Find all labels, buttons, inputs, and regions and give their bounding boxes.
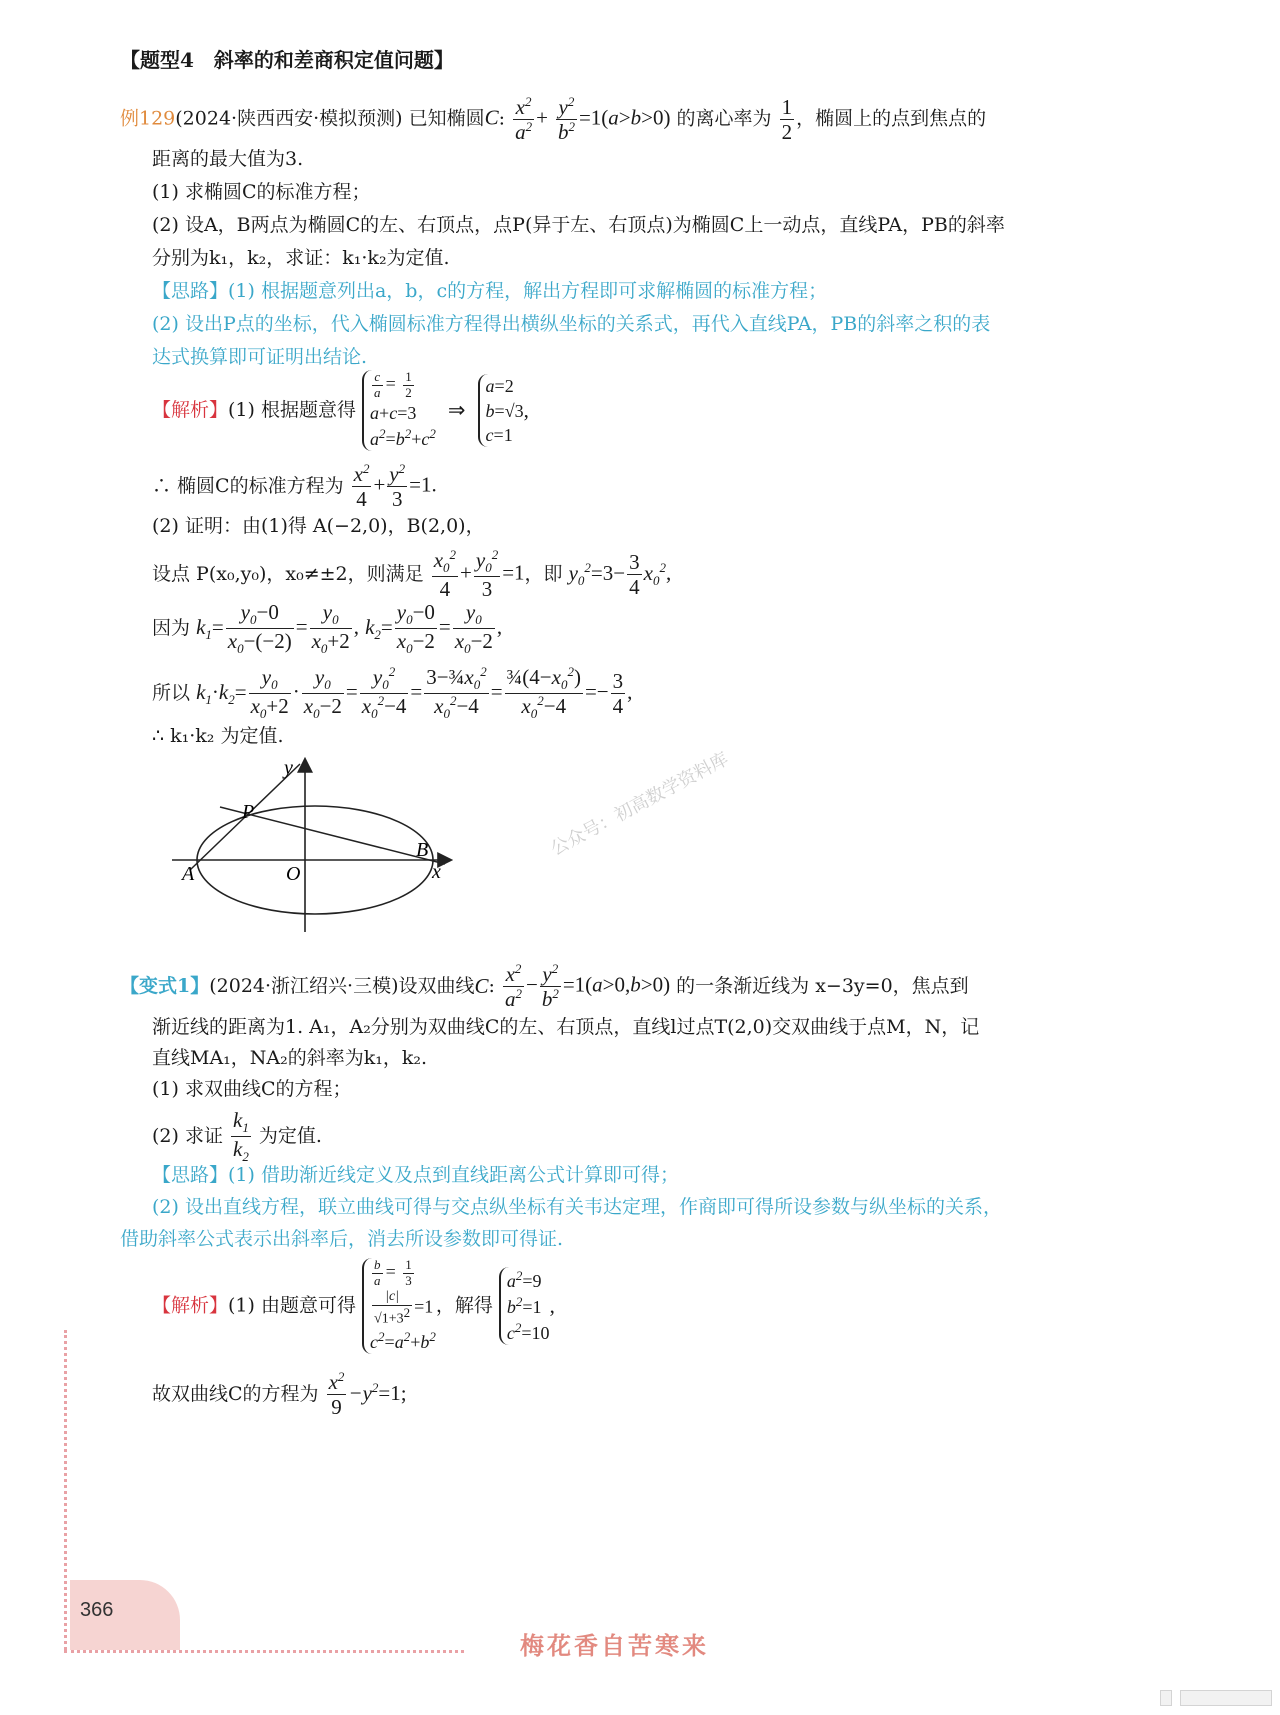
y-axis-label: y <box>284 757 293 779</box>
point-p-label: P <box>242 801 255 823</box>
solution-label: 【解析】 <box>152 399 229 422</box>
point-a-label: A <box>182 863 195 885</box>
point-b-label: B <box>416 839 429 861</box>
scroll-track[interactable] <box>1180 1690 1272 1706</box>
x-axis-label: x <box>432 861 441 883</box>
footer-motto: 梅花香自苦寒来 <box>520 1631 709 1660</box>
section-heading: 【题型4 斜率的和差商积定值问题】 <box>120 48 454 72</box>
variant-solution-1: 【解析】(1) 由题意可得 $\frac{b}{a}$ = $\frac{1}{3}$ $\frac{|c|}{√1+3^2}$ =1 $c^2=a^2+b^2$ ，解得 $a^2=9$ $b^2=1$ $c^2=10$ , <box>152 1258 555 1354</box>
idea-2-line1: (2) 设出P点的坐标，代入椭圆标准方程得出横纵坐标的关系式，再代入直线PA，PB的斜率之积的表 <box>152 313 991 335</box>
ellipse-figure <box>160 752 460 942</box>
variant-q2: (2) 求证 $\frac{k_1}{k_2}$ 为定值. <box>152 1108 322 1165</box>
solution-1: 【解析】(1) 根据题意得 $\frac{c}{a}$ = $\frac{1}{2}$ a+c=3 $a^2=b^2+c^2$ ⇒ a=2 b=√3 c=1 , <box>152 370 529 451</box>
bottom-dots <box>64 1650 464 1653</box>
page-number: 366 <box>80 1599 114 1621</box>
variant-idea-2-line1: (2) 设出直线方程，联立曲线可得与交点纵坐标有关韦达定理，作商即可得所设参数与纵坐标的关系， <box>152 1196 1002 1218</box>
proof-intro: (2) 证明：由(1)得 A(−2,0)，B(2,0)， <box>152 515 485 537</box>
example-label: 例129 <box>120 107 176 130</box>
q2-line2: 分别为k₁，k₂，求证：k₁·k₂为定值. <box>152 247 450 269</box>
origin-label: O <box>286 863 301 885</box>
example-source: (2024·陕西西安·模拟预测) <box>175 107 403 130</box>
variant-1-stem-line2: 渐近线的距离为1. A₁，A₂分别为双曲线C的左、右顶点，直线l过点T(2,0)交双曲线于点M，N，记 <box>152 1016 980 1038</box>
watermark: 公众号：初高数学资料库 <box>547 748 733 861</box>
variant-q1: (1) 求双曲线C的方程； <box>152 1078 352 1100</box>
margin-dots <box>64 1330 67 1650</box>
variant-idea-2-line2: 借助斜率公式表示出斜率后，消去所设参数即可得证. <box>120 1228 564 1250</box>
idea-1: 【思路】(1) 根据题意列出a，b，c的方程，解出方程即可求解椭圆的标准方程； <box>152 280 828 302</box>
variant-1-stem-line3: 直线MA₁，NA₂的斜率为k₁，k₂. <box>152 1047 428 1069</box>
idea-label: 【思路】 <box>152 280 229 302</box>
variant-idea-1: 【思路】(1) 借助渐近线定义及点到直线距离公式计算即可得； <box>152 1164 679 1186</box>
variant-1-stem: 【变式1】(2024·浙江绍兴·三模)设双曲线C: $\frac{x^2}{a^2}$ − $\frac{y^2}{b^2}$ =1(a>0,b>0) 的一条渐近线为 x−3y=0，焦点到 <box>120 961 969 1012</box>
set-point-p: 设点 P(x₀,y₀)，x₀≠±2，则满足 $\frac{x_0^2}{4}$ + $\frac{y_0^2}{3}$ =1，即 $y_0^2=3-$ $\frac{3}{4}$ $x_0^2$, <box>152 547 672 602</box>
final-conclusion: ∴ k₁·k₂ 为定值. <box>152 725 284 747</box>
variant-conclusion: 故双曲线C的方程为 $\frac{x^2}{9}$ $-y^2=1$; <box>152 1369 407 1420</box>
example-129-stem-line2: 距离的最大值为3. <box>152 148 304 170</box>
q2-line1: (2) 设A，B两点为椭圆C的左、右顶点，点P(异于左、右顶点)为椭圆C上一动点，直线PA，PB的斜率 <box>152 214 1005 236</box>
variant-label: 【变式1】 <box>120 975 210 998</box>
scroll-handle-left[interactable] <box>1160 1690 1172 1706</box>
slope-definitions: 因为 $k_1=$ $\frac{y_0-0}{x_0-(-2)}$ = $\frac{y_0}{x_0+2}$ , $k_2=$ $\frac{y_0-0}{x_0-2}$ = $\frac{y_0}{x_0-2}$ , <box>152 600 503 657</box>
variant-source: (2024·浙江绍兴·三模) <box>209 975 399 998</box>
conclusion-1: ∴ 椭圆C的标准方程为 $\frac{x^2}{4}$ + $\frac{y^2}{3}$ =1. <box>152 461 437 512</box>
slope-product: 所以 $k_1\cdot k_2=$ $\frac{y_0}{x_0+2}$ · $\frac{y_0}{x_0-2}$ = $\frac{y_0^2}{x_0^2-4}$ = $\frac{3-\frac{3}{4}x_0^2}{x_0^2-4}$ = $\frac{\frac{3}{4}(4-x_0^2)}{x_0^2-4}$ =− $\frac{3}{4}$ , <box>152 664 633 722</box>
example-129-stem: 例129(2024·陕西西安·模拟预测) 已知椭圆C: $\frac{x^2}{a^2}$ + $\frac{y^2}{b^2}$ =1(a>b>0) 的离心率为 $\frac{1}{2}$ ，椭圆上的点到焦点的 <box>120 94 987 145</box>
q1: (1) 求椭圆C的标准方程； <box>152 181 371 203</box>
idea-2-line2: 达式换算即可证明出结论. <box>152 346 368 368</box>
